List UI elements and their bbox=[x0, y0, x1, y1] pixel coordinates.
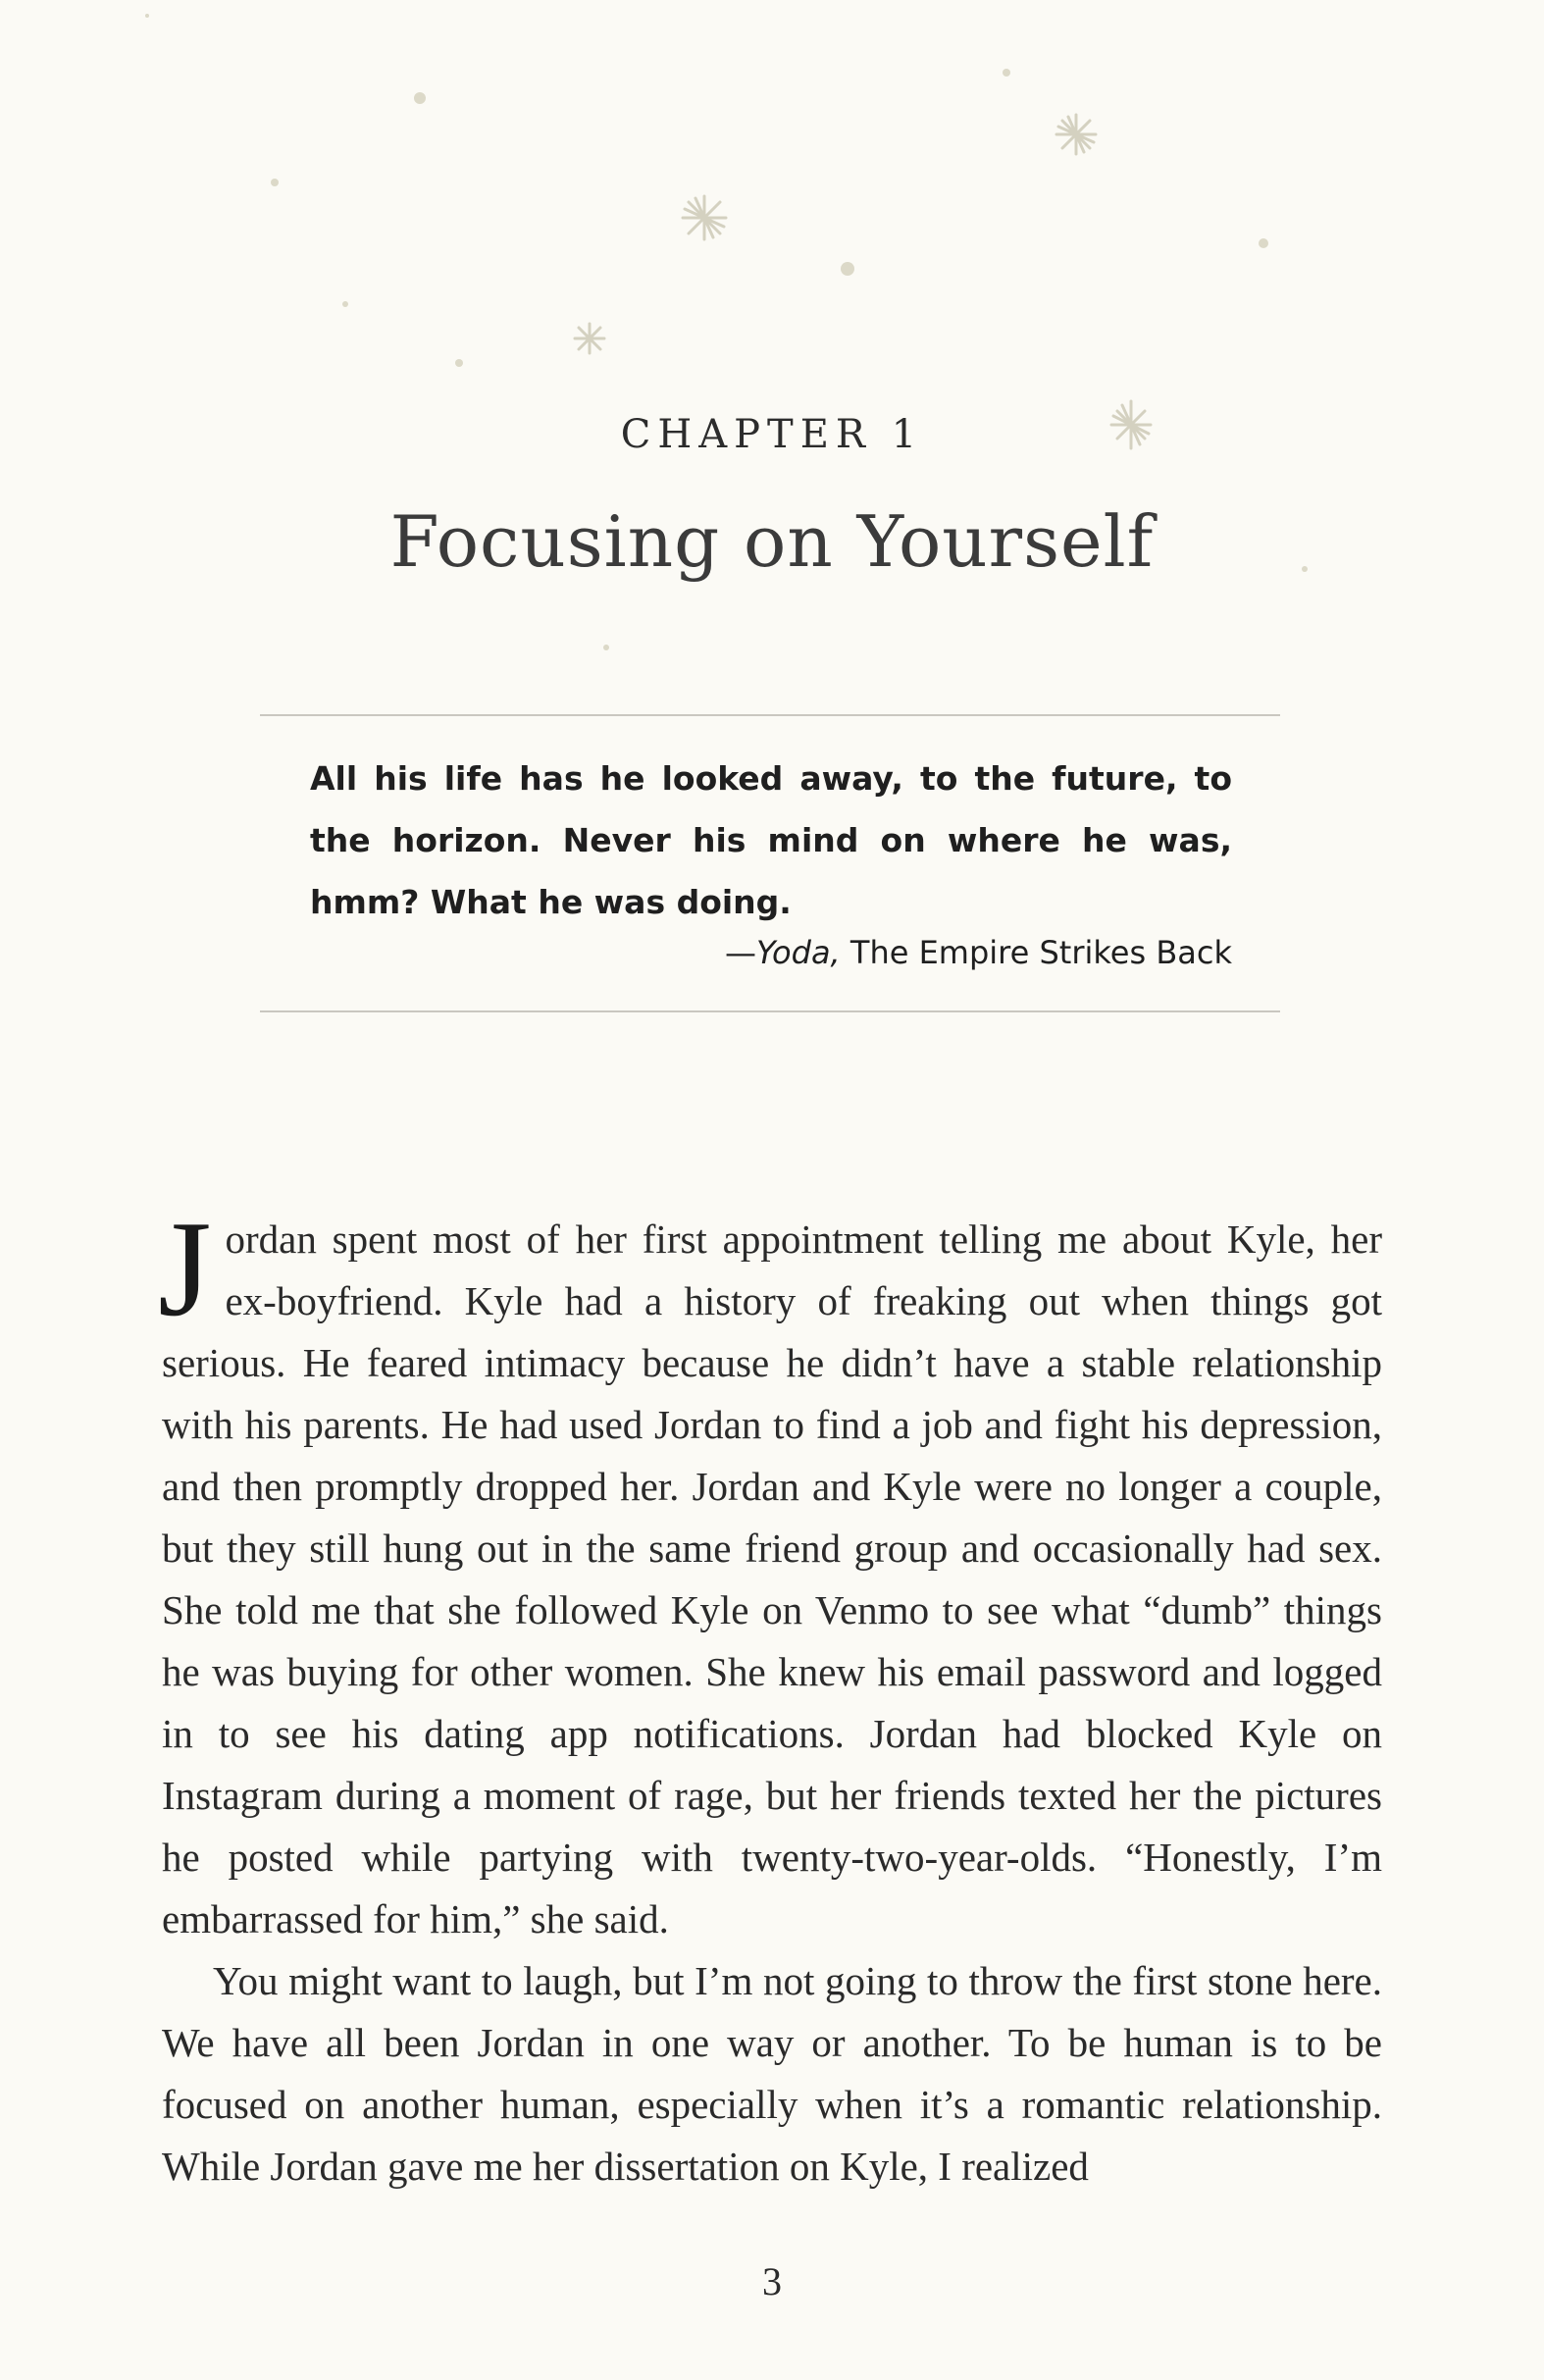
dot-star-icon bbox=[414, 92, 426, 104]
attribution-speaker: Yoda, bbox=[756, 934, 841, 971]
epigraph-attribution bbox=[310, 934, 1232, 971]
sparkle-star-icon bbox=[575, 324, 604, 353]
dot-star-icon bbox=[145, 14, 149, 18]
dot-star-icon bbox=[342, 301, 348, 307]
paragraph: You might want to laugh, but I’m not going to throw the first stone here. We have all been Jordan in one way or another. To be human is to be focused on another human, especially when it’s a romantic relationship. While Jordan gave me her dissertation on Kyle, I realized bbox=[162, 1958, 1382, 2189]
page-number: 3 bbox=[762, 2259, 782, 2303]
epigraph-bottom-divider bbox=[260, 1010, 1280, 1012]
dot-star-icon bbox=[603, 645, 609, 650]
epigraph-top-divider bbox=[260, 714, 1280, 716]
star-decoration bbox=[0, 0, 1544, 687]
sparkle-star-icon bbox=[1056, 115, 1096, 154]
chapter-label: CHAPTER 1 bbox=[620, 412, 924, 457]
drop-cap: J bbox=[158, 1193, 212, 1345]
dot-star-icon bbox=[455, 359, 463, 367]
epigraph-quote: All his life has he looked away, to the future, to the horizon. Never his mind on where he was, hmm? What he was doing. bbox=[310, 759, 1232, 921]
dot-star-icon bbox=[271, 179, 279, 186]
dot-star-icon bbox=[1259, 238, 1268, 248]
paragraph bbox=[158, 1193, 1382, 1950]
attribution-source: The Empire Strikes Back bbox=[840, 934, 1232, 971]
paragraph-text: ordan spent most of her first appointment telling me about Kyle, her ex-boyfriend. Kyle had a history of freaking out when things got serious. He feared intimacy because he didn’t have a stable relationship with his parents. He had used Jordan to find a job and fight his depression, and then promptly dropped her. Jordan and Kyle were no longer a couple, but they still hung out in the same friend group and occasionally had sex. She told me that she followed Kyle on Venmo to see what “dumb” things he was buying for other women. She knew his email password and logged in to see his dating app notifications. Jordan had blocked Kyle on Instagram during a moment of rage, but her friends texted her the pictures he posted while partying with twenty-two-year-olds. “Honestly, I’m embarrassed for him,” she said. bbox=[162, 1216, 1382, 1941]
dot-star-icon bbox=[1003, 69, 1010, 77]
chapter-title: Focusing on Yourself bbox=[389, 500, 1155, 583]
dot-star-icon bbox=[841, 262, 854, 276]
attribution-dash: — bbox=[725, 934, 757, 971]
body-text bbox=[158, 1193, 1382, 2198]
sparkle-star-icon bbox=[683, 196, 726, 239]
